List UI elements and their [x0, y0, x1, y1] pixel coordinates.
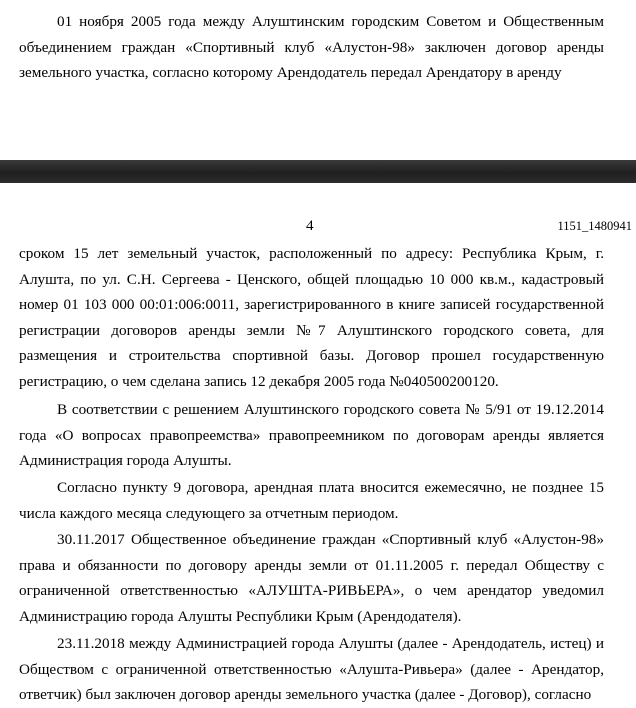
- page-separator: [0, 160, 636, 183]
- paragraph-rent-payment: Согласно пункту 9 договора, арендная плата вносится ежемесячно, не позднее 15 числа каждого месяца следующего за отчетным периодом.: [19, 479, 604, 522]
- document-id: 1151_1480941: [557, 219, 632, 233]
- paragraph-lease-2005: 01 ноября 2005 года между Алуштинским городским Советом и Общественным объединением граждан «Спортивный клуб «Алустон-98» заключен договор аренды земельного участка, согласно которому Арендодатель передал Арендатору в аренду: [19, 13, 604, 82]
- page-number: 4: [306, 217, 314, 234]
- paragraph-land-plot: сроком 15 лет земельный участок, расположенный по адресу: Республика Крым, г. Алушта, по ул. С.Н. Сергеева - Ценского, общей площадью 10 000 кв.м., кадастровый номер 01 103 000 00:01:006:0011, зарегистрированного в книге записей государственной регистрации договоров аренды земли №7 Алуштинского городского совета, для размещения и строительства спортивной базы. Договор прошел государственную регистрацию, о чем сделана запись 12 декабря 2005 года №040500200120.: [19, 245, 604, 390]
- paragraph-rights-transfer: 30.11.2017 Общественное объединение граждан «Спортивный клуб «Алустон-98» права и обязанности по договору аренды земли от 01.11.2005 г. передал Обществу с ограниченной ответственностью «АЛУШТА-РИВЬЕРА», о чем арендатор уведомил Администрацию города Алушты Республики Крым (Арендодателя).: [19, 531, 604, 625]
- paragraph-succession: В соответствии с решением Алуштинского городского совета № 5/91 от 19.12.2014 года «О вопросах правопреемства» правопреемником по договорам аренды является Администрация города Алушты.: [19, 401, 604, 470]
- document-page-top: [0, 0, 636, 160]
- paragraph-new-lease-2018: 23.11.2018 между Администрацией города Алушты (далее - Арендодатель, истец) и Обществом с ограниченной ответственностью «Алушта-Ривьера» (далее - Арендатор, ответчик) был заключен договор аренды земельного участка (далее - Договор), согласно: [19, 635, 604, 704]
- document-page-4: [0, 183, 636, 705]
